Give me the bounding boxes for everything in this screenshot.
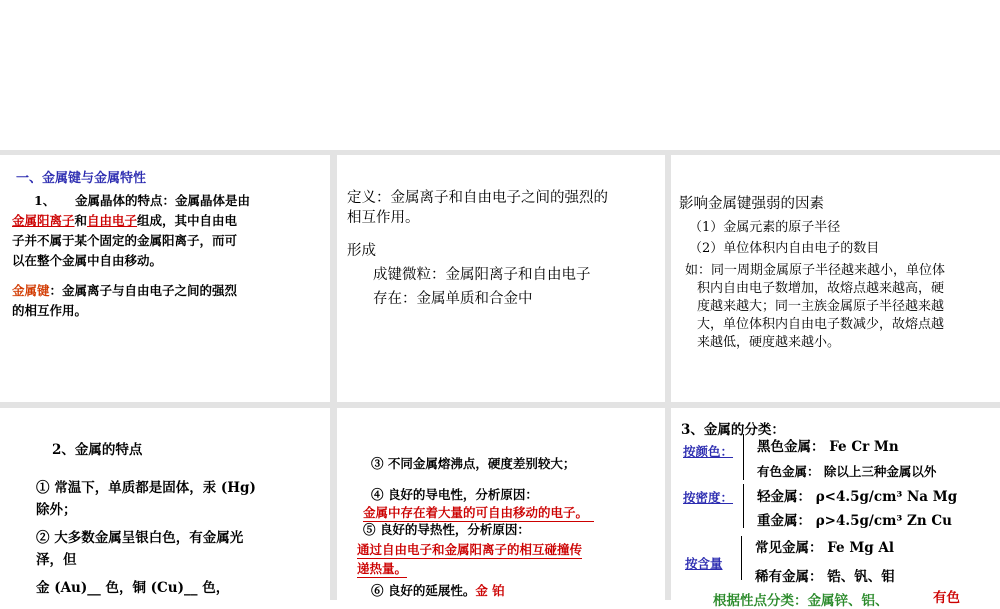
rare-metal: 稀有金属： 锆、钒、钼	[755, 569, 895, 585]
feature-2a: ② 大多数金属呈银白色，有金属光	[36, 530, 244, 546]
property-5-reason-a: 通过自由电子和金属阳离子的相互碰撞传	[357, 542, 583, 557]
crystal-line-3: 子并不属于某个固定的金属阳离子，而可	[12, 233, 238, 248]
definition-line-1: 定义：金属离子和自由电子之间的强烈的	[347, 190, 608, 206]
panel-metal-classification	[671, 408, 1000, 609]
classification-title: 3、金属的分类：	[681, 422, 785, 438]
crystal-line-1: 金属晶体的特点：金属晶体是由	[75, 193, 251, 208]
panel-metal-properties	[337, 408, 665, 600]
factor-2: （2）单位体积内自由电子的数目	[689, 241, 880, 256]
bonding-particles: 成键微粒：金属阳离子和自由电子	[373, 267, 591, 283]
heavy-metal: 重金属： ρ>4.5g/cm³ Zn Cu	[757, 513, 952, 529]
crystal-line-4: 以在整个金属中自由移动。	[12, 253, 163, 268]
by-density-label: 按密度：	[683, 490, 734, 505]
color-brace	[743, 434, 744, 480]
colored-metal: 有色金属： 除以上三种金属以外	[757, 464, 937, 479]
property-4: ④ 良好的导电性，分析原因：	[371, 487, 538, 502]
black-metal: 黑色金属： Fe Cr Mn	[757, 439, 899, 455]
item-number: 1、	[34, 193, 56, 208]
bond-def-line-2: 的相互作用。	[12, 303, 88, 318]
content-brace	[741, 536, 742, 580]
bond-term: 金属键	[12, 283, 50, 298]
density-brace	[743, 484, 744, 528]
feature-3: 金 (Au)__ 色，铜 (Cu)__ 色，	[36, 580, 230, 596]
definition-line-2: 相互作用。	[347, 210, 420, 226]
free-electron-term: 自由电子	[87, 213, 138, 228]
features-title: 2、金属的特点	[52, 442, 143, 458]
property-5-reason-b: 递热量。	[357, 561, 408, 576]
crystal-line-2: 金属阳离子和自由电子组成，其中自由电	[12, 213, 238, 228]
formation-label: 形成	[347, 243, 376, 259]
by-content-label: 按含量	[685, 556, 723, 571]
light-metal: 轻金属： ρ<4.5g/cm³ Na Mg	[757, 489, 958, 505]
panel-metal-features	[0, 408, 330, 600]
factors-title: 影响金属键强弱的因素	[679, 196, 824, 212]
bottom-note-green: 根据性点分类：金属锌、铝、	[713, 593, 889, 609]
property-4-reason: 金属中存在着大量的可自由移动的电子。	[363, 503, 594, 522]
property-6: ⑥ 良好的延展性。金 铂	[371, 583, 505, 598]
common-metal: 常见金属： Fe Mg Al	[755, 540, 895, 556]
by-color-label: 按颜色：	[683, 444, 734, 459]
panel-factors	[671, 155, 1000, 402]
bottom-note-red: 有色	[933, 590, 960, 606]
example-line-3: 度越来越大；同一主族金属原子半径越来越	[697, 299, 945, 314]
property-3: ③ 不同金属熔沸点，硬度差别较大；	[371, 456, 576, 471]
example-line-4: 大，单位体积内自由电子数减少，故熔点越	[697, 317, 945, 332]
bond-def-line-1: 金属键：金属离子与自由电子之间的强烈	[12, 283, 238, 298]
exists-in: 存在：金属单质和合金中	[373, 291, 533, 307]
property-5: ⑤ 良好的导热性，分析原因：	[363, 522, 530, 537]
cation-term: 金属阳离子	[12, 213, 75, 228]
feature-2b: 泽，但	[36, 552, 77, 568]
section-heading: 一、金属键与金属特性	[16, 171, 147, 186]
panel-metal-bond	[0, 155, 330, 402]
panel-definition	[337, 155, 665, 402]
feature-1b: 除外；	[36, 502, 77, 518]
example-line-2: 积内自由电子数增加，故熔点越来越高，硬	[697, 281, 945, 296]
feature-1a: ① 常温下，单质都是固体，汞 (Hg)	[36, 480, 256, 496]
example-line-1: 如：同一周期金属原子半径越来越小，单位体	[685, 263, 946, 278]
factor-1: （1）金属元素的原子半径	[689, 220, 841, 235]
example-line-5: 来越低，硬度越来越小。	[697, 335, 841, 350]
